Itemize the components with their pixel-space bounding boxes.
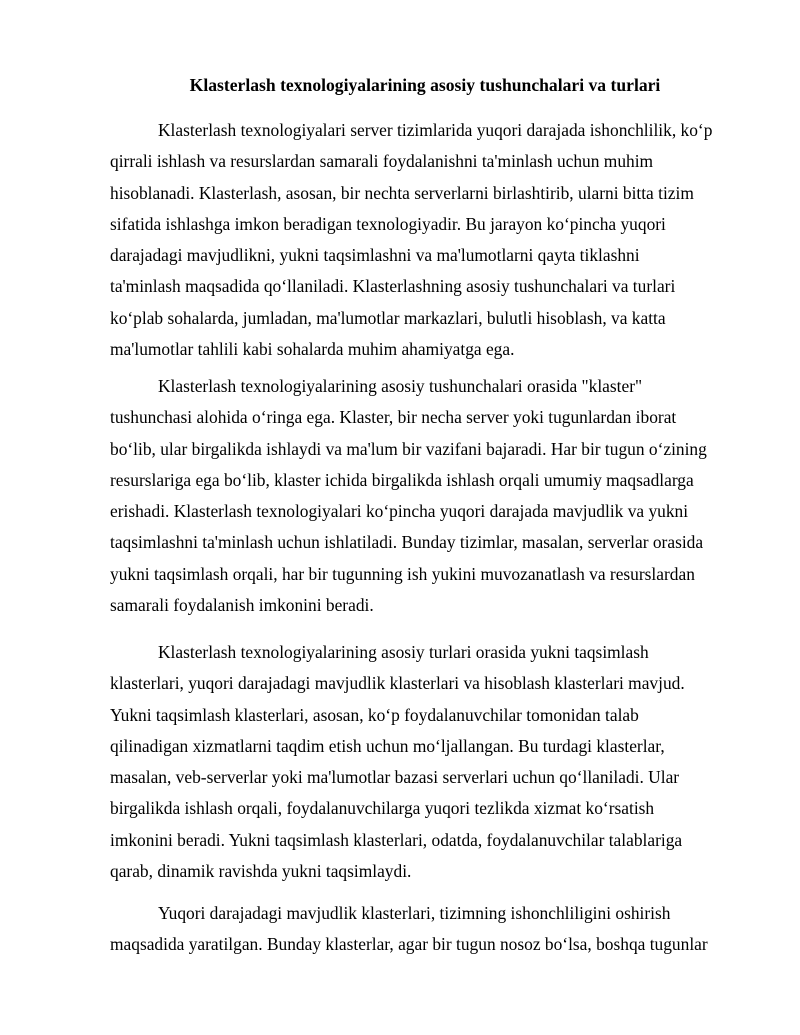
paragraph-line: qilinadigan xizmatlarni taqdim etish uchun mo‘ljallangan. Bu turdagi klasterlar, bbox=[110, 735, 665, 756]
paragraph-line: masalan, veb-serverlar yoki ma'lumotlar bazasi serverlari uchun qo‘llaniladi. Ular bbox=[110, 767, 680, 788]
paragraph-line: Yuqori darajadagi mavjudlik klasterlari, tizimning ishonchliligini oshirish bbox=[158, 903, 671, 923]
paragraph-line: ma'lumotlar tahlili kabi sohalarda muhim ahamiyatga ega. bbox=[110, 339, 515, 360]
paragraph-line: yukni taqsimlash orqali, har bir tugunning ish yukini muvozanatlash va resurslardan bbox=[110, 563, 695, 584]
paragraph-line: imkonini beradi. Yukni taqsimlash klasterlari, odatda, foydalanuvchilar talablariga bbox=[110, 829, 683, 850]
paragraph-line: qarab, dinamik ravishda yukni taqsimlaydi. bbox=[110, 861, 412, 882]
paragraph-1 bbox=[110, 115, 750, 365]
paragraph-line: sifatida ishlashga imkon beradigan texnologiyadir. Bu jarayon ko‘pincha yuqori bbox=[110, 213, 666, 234]
paragraph-line: qirrali ishlash va resurslardan samarali foydalanishni ta'minlash uchun muhim bbox=[110, 151, 654, 172]
paragraph-line: hisoblanadi. Klasterlash, asosan, bir nechta serverlarni birlashtirib, ularni bitta tizim bbox=[110, 182, 694, 203]
paragraph-line: taqsimlashni ta'minlash uchun ishlatiladi. Bunday tizimlar, masalan, serverlar orasida bbox=[110, 532, 704, 553]
paragraph-line: maqsadida yaratilgan. Bunday klasterlar, agar bir tugun nosoz bo‘lsa, boshqa tugunlar bbox=[110, 934, 708, 955]
paragraph-line: Klasterlash texnologiyalarining asosiy turlari orasida yukni taqsimlash bbox=[158, 642, 649, 662]
paragraph-line: bo‘lib, ular birgalikda ishlaydi va ma'lum bir vazifani bajaradi. Har bir tugun o‘zining bbox=[110, 438, 707, 459]
paragraph-4 bbox=[110, 898, 750, 961]
paragraph-line: Yukni taqsimlash klasterlari, asosan, ko‘p foydalanuvchilar tomonidan talab bbox=[110, 704, 639, 725]
paragraph-line: klasterlari, yuqori darajadagi mavjudlik klasterlari va hisoblash klasterlari mavjud. bbox=[110, 673, 685, 694]
paragraph-line: Klasterlash texnologiyalarining asosiy tushunchalari orasida "klaster" bbox=[158, 376, 643, 396]
paragraph-line: Klasterlash texnologiyalari server tizimlarida yuqori darajada ishonchlilik, ko‘p bbox=[158, 120, 713, 140]
paragraph-line: ta'minlash maqsadida qo‘llaniladi. Klasterlashning asosiy tushunchalari va turlari bbox=[110, 276, 676, 297]
paragraph-3 bbox=[110, 637, 750, 887]
document-title: Klasterlash texnologiyalarining asosiy tushunchalari va turlari bbox=[189, 75, 661, 95]
paragraph-line: erishadi. Klasterlash texnologiyalari ko‘pincha yuqori darajada mavjudlik va yukni bbox=[110, 501, 689, 522]
paragraph-line: ko‘plab sohalarda, jumladan, ma'lumotlar markazlari, bulutli hisoblash, va katta bbox=[110, 307, 666, 328]
paragraph-line: resurslariga ega bo‘lib, klaster ichida birgalikda ishlash orqali umumiy maqsadlarga bbox=[110, 469, 694, 490]
paragraph-line: tushunchasi alohida o‘ringa ega. Klaster, bir necha server yoki tugunlardan iborat bbox=[110, 407, 677, 428]
paragraph-2 bbox=[110, 371, 750, 621]
paragraph-line: samarali foydalanish imkonini beradi. bbox=[110, 595, 374, 616]
paragraph-line: birgalikda ishlash orqali, foydalanuvchilarga yuqori tezlikda xizmat ko‘rsatish bbox=[110, 798, 655, 819]
paragraph-line: darajadagi mavjudlikni, yukni taqsimlashni va ma'lumotlarni qayta tiklashni bbox=[110, 245, 640, 266]
